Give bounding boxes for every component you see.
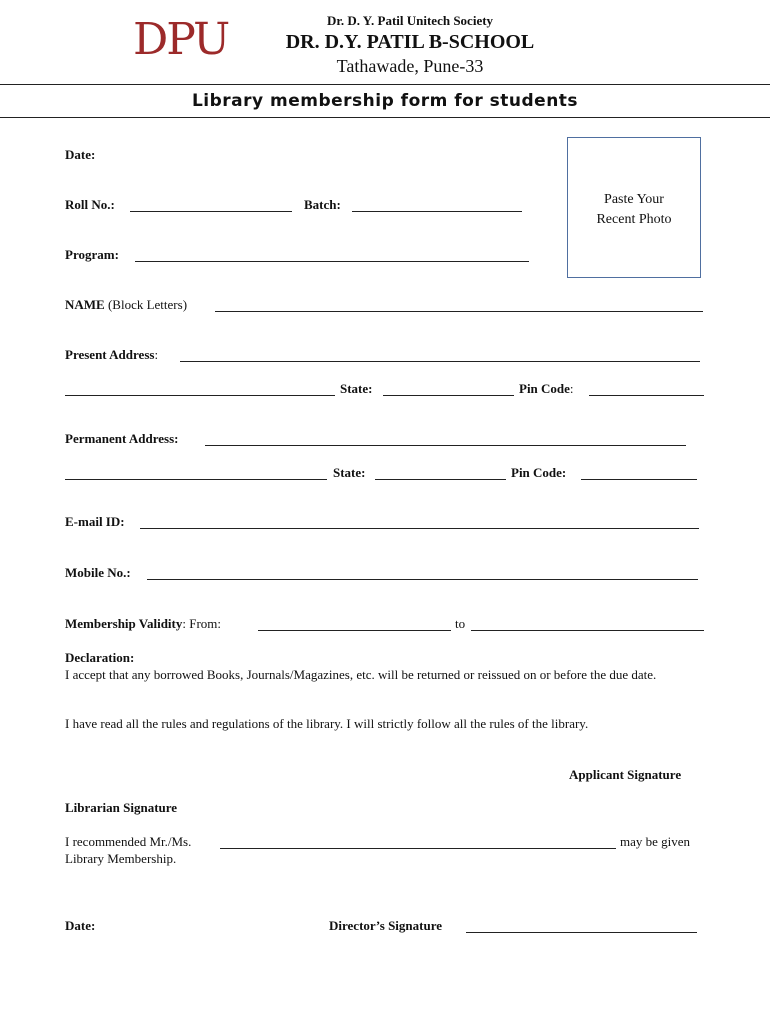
form-title: Library membership form for students [191,91,579,111]
permanent-state-field[interactable] [375,479,506,480]
present-address-label: Present Address [65,347,155,362]
photo-line-2: Recent Photo [596,212,672,227]
director-signature-label: Director’s Signature [329,918,443,933]
validity-from-label: : From: [182,616,222,631]
roll-no-label: Roll No.: [65,197,115,212]
batch-field[interactable] [352,211,522,212]
recommend-line-2: Library Membership. [65,851,177,866]
mobile-field[interactable] [147,579,698,580]
recommend-name-field[interactable] [220,848,616,849]
validity-from-field[interactable] [258,630,451,631]
validity-to-label: to [455,616,466,631]
declaration-text-2: I have read all the rules and regulations of the library. I will strictly follow all the rules of the library. [65,716,589,731]
present-address-field-1[interactable] [180,361,700,362]
header-divider-top [0,84,770,85]
name-hint: (Block Letters) [107,297,188,312]
footer-date-label: Date: [65,918,96,933]
header-divider-bottom [0,117,770,118]
program-label: Program: [65,247,119,262]
declaration-heading: Declaration: [65,650,135,665]
present-pin-label: Pin Code [519,381,570,396]
photo-instructions [568,190,700,230]
recommend-prefix: I recommended Mr./Ms. [65,834,192,849]
school-name: DR. D.Y. PATIL B-SCHOOL [285,31,535,53]
name-field[interactable] [215,311,703,312]
director-signature-field[interactable] [466,932,697,933]
present-address-colon: : [154,347,159,362]
validity-to-field[interactable] [471,630,704,631]
present-pin-label-group [519,381,574,397]
name-label: NAME [65,297,105,312]
photo-box[interactable] [567,137,701,278]
school-location: Tathawade, Pune-33 [336,56,484,76]
roll-no-field[interactable] [130,211,292,212]
present-pin-field[interactable] [589,395,704,396]
date-label: Date: [65,147,96,162]
batch-label: Batch: [304,197,341,212]
permanent-pin-label: Pin Code: [511,465,567,480]
declaration-text-1: I accept that any borrowed Books, Journals/Magazines, etc. will be returned or reissued on or before the due date. [65,667,657,682]
recommend-suffix: may be given [620,834,691,849]
permanent-address-field-2[interactable] [65,479,327,480]
present-address-field-2[interactable] [65,395,335,396]
present-state-field[interactable] [383,395,514,396]
permanent-pin-field[interactable] [581,479,697,480]
present-pin-colon: : [569,381,574,396]
present-address-label-group [65,347,158,363]
librarian-signature-label: Librarian Signature [65,800,178,815]
photo-line-1: Paste Your [604,192,664,207]
permanent-address-label: Permanent Address: [65,431,179,446]
mobile-label: Mobile No.: [65,565,131,580]
email-label: E-mail ID: [65,514,125,529]
email-field[interactable] [140,528,699,529]
program-field[interactable] [135,261,529,262]
society-name: Dr. D. Y. Patil Unitech Society [326,13,494,28]
permanent-state-label: State: [333,465,366,480]
validity-label: Membership Validity [65,616,183,631]
name-label-group [65,297,187,313]
present-state-label: State: [340,381,373,396]
applicant-signature-label: Applicant Signature [569,767,682,782]
dpu-logo: DPU [133,14,229,65]
permanent-address-field-1[interactable] [205,445,686,446]
validity-label-group [65,616,221,632]
